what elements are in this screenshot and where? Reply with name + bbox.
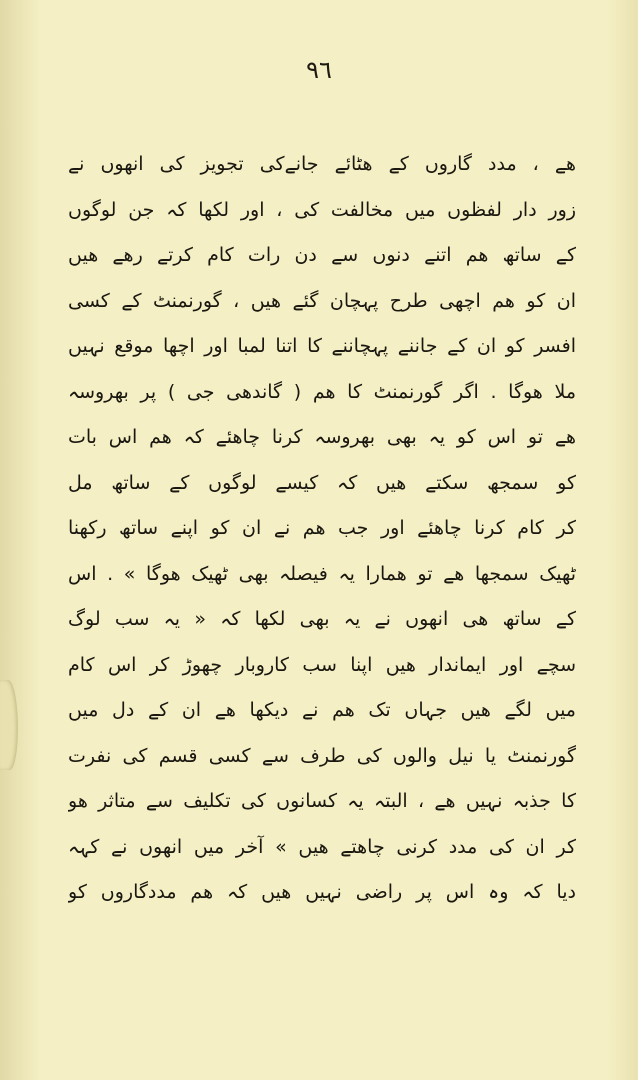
- text-line: زور دار لفظوں میں مخالفت کی ، اور لکھا کہ جن لوگوں: [68, 198, 576, 221]
- page-edge-shading-left: [0, 0, 40, 1080]
- text-line: کے ساتھ ھی انھوں نے یہ بھی لکھا کہ « یہ سب لوگ: [68, 608, 576, 630]
- page-edge-shading-right: [608, 0, 638, 1080]
- page-number: ۹٦: [306, 56, 332, 84]
- text-line: کر کام کرنا چاھئے اور جب ھم نے ان کو اپنے ساتھ رکھنا: [68, 517, 576, 539]
- body-text: [68, 142, 576, 916]
- text-line: کے ساتھ ھم اتنے دنوں سے دن رات کام کرتے رھے ھیں: [68, 244, 576, 266]
- text-line: ھے ، مدد گاروں کے ھٹائے جانےکی تجویز کی انھوں نے: [68, 153, 576, 175]
- text-line: میں لگے ھیں جہاں تک ھم نے دیکھا ھے ان کے دل میں: [68, 699, 576, 721]
- text-line: کو سمجھ سکتے ھیں کہ کیسے لوگوں کے ساتھ مل: [68, 471, 576, 494]
- text-line: ملا ھوگا . اگر گورنمنٹ کا ھم ( گاندھی جی ) پر بھروسہ: [68, 380, 576, 403]
- text-line: افسر کو ان کے جاننے پہچاننے کا اتنا لمبا اور اچھا موقع نہیں: [68, 335, 576, 357]
- text-line: ان کو ھم اچھی طرح پہچان گئے ھیں ، گورنمنٹ کے کسی: [68, 289, 576, 312]
- text-line: کا جذبہ نہیں ھے ، البتہ یہ کسانوں کی تکلیف سے متاثر ھو: [68, 790, 576, 812]
- text-line: گورنمنٹ یا نیل والوں کی طرف سے کسی قسم کی نفرت: [68, 744, 576, 767]
- text-line: ٹھیک سمجھا ھے تو ھمارا یہ فیصلہ بھی ٹھیک ھوگا » . اس: [68, 562, 576, 585]
- text-line: دیا کہ وہ اس پر راضی نہیں ھیں کہ ھم مددگاروں کو: [68, 881, 576, 903]
- text-line: سچے اور ایماندار ھیں اپنا سب کاروبار چھوڑ کر اس کام: [68, 653, 576, 676]
- text-line: کر ان کی مدد کرنی چاھتے ھیں » آخر میں انھوں نے کہہ: [68, 835, 576, 858]
- text-line: ھے تو اس کو یہ بھی بھروسہ کرنا چاھئے کہ ھم اس بات: [68, 426, 576, 448]
